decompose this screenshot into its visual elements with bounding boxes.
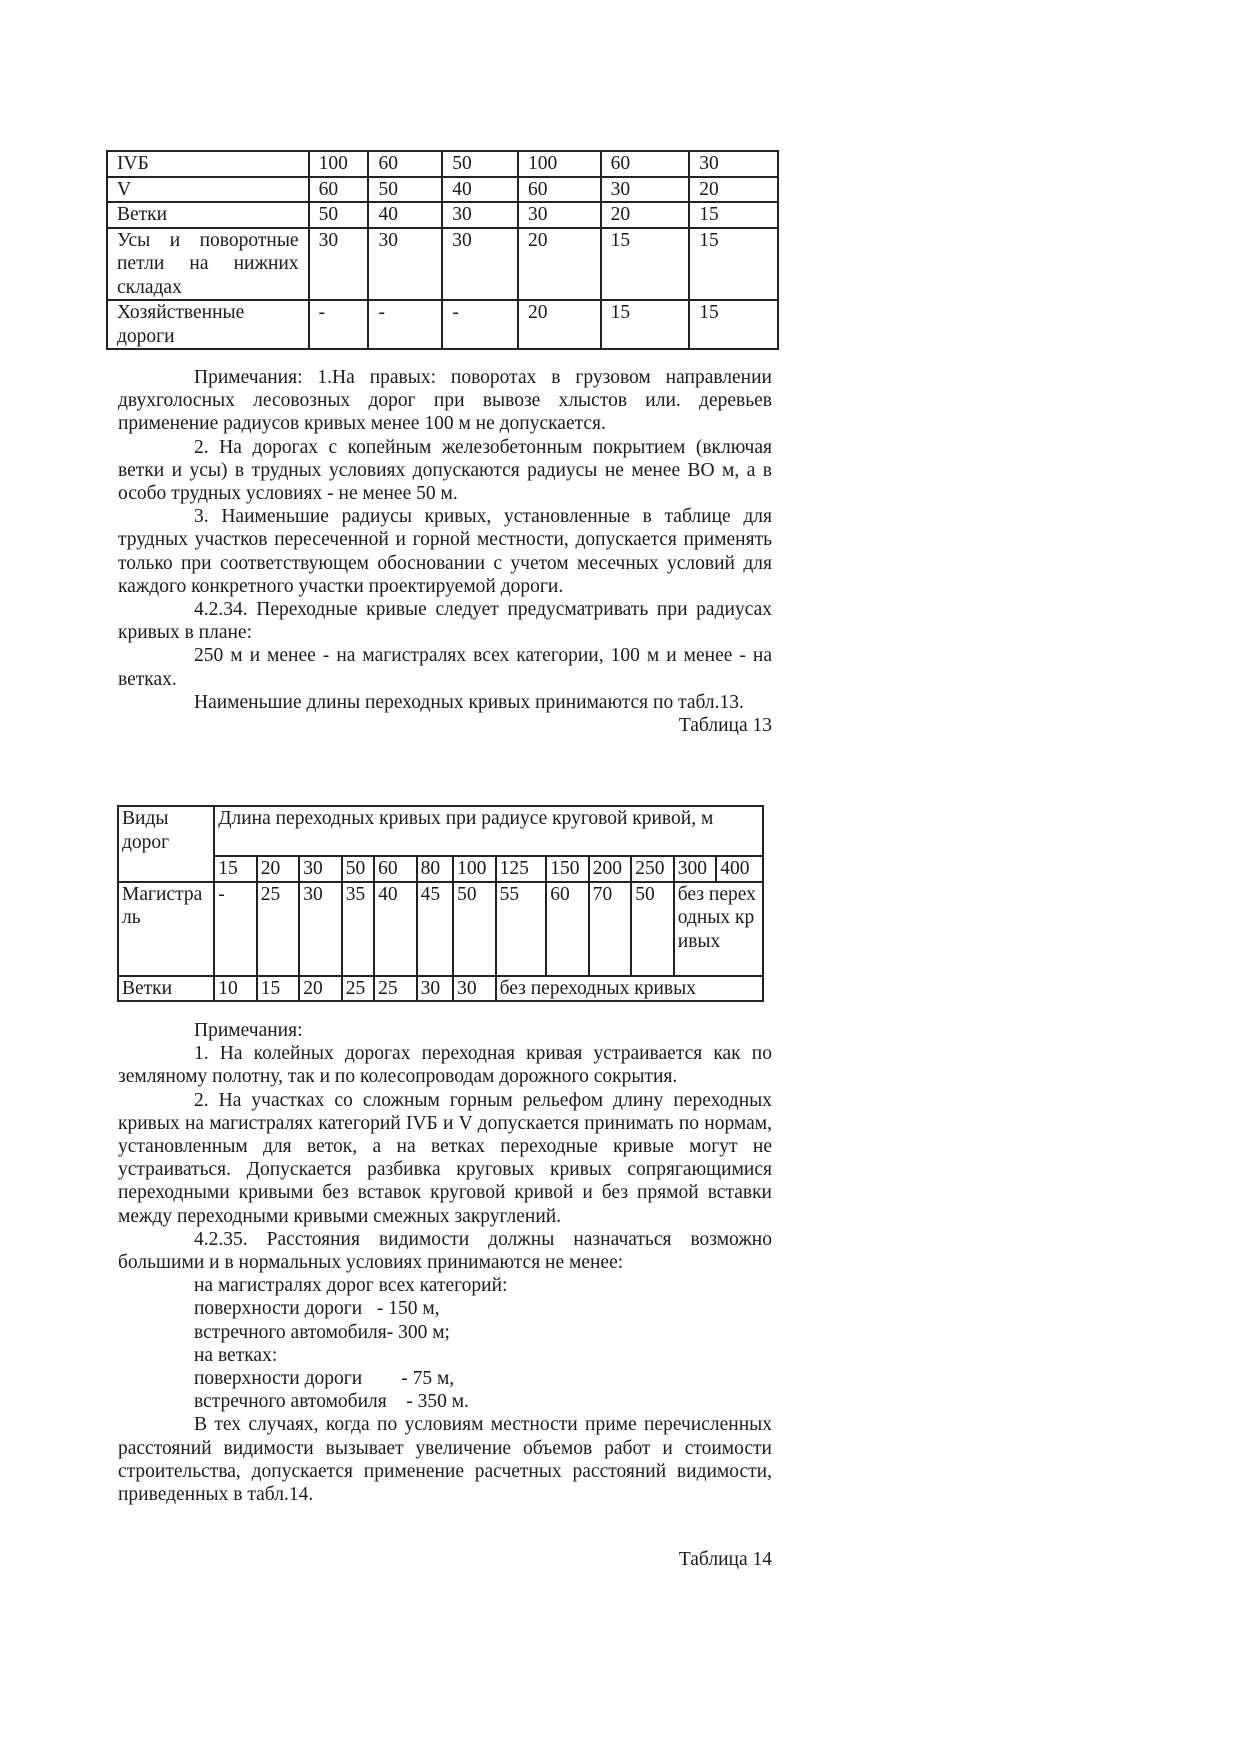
visibility-line: поверхности дороги - 150 м, bbox=[194, 1298, 440, 1320]
radius-cell: 250 bbox=[631, 856, 674, 882]
table-cell: 15 bbox=[257, 976, 300, 1002]
radius-cell: 300 bbox=[674, 856, 717, 882]
note-1: 1. На колейных дорогах переходная кривая устраивается как по земляному полотну, так и по колесопроводам дорожного сокрытия. bbox=[118, 1043, 772, 1088]
row-label: Ветки bbox=[107, 202, 309, 228]
table-cell: - bbox=[214, 882, 257, 976]
table-cell: 70 bbox=[589, 882, 632, 976]
table-cell: 60 bbox=[518, 177, 601, 203]
table-cell: 35 bbox=[342, 882, 374, 976]
table-cell: 60 bbox=[309, 177, 369, 203]
note-2: 2. На дорогах с копейным железобетонным покрытием (включая ветки и усы) в трудных условиях допускаются радиусы не менее ВО м, а в особо трудных условиях - не менее 50 м. bbox=[118, 436, 772, 505]
table-row bbox=[107, 202, 778, 228]
no-transition-cell: без переходных кривых bbox=[496, 976, 763, 1002]
table-cell: 40 bbox=[368, 202, 442, 228]
table-cell: 55 bbox=[496, 882, 547, 976]
table-cell: - bbox=[368, 300, 442, 349]
table-cell: 45 bbox=[417, 882, 453, 976]
table-row bbox=[107, 300, 778, 349]
table-cell: 20 bbox=[299, 976, 342, 1002]
column-header-length: Длина переходных кривых при радиусе круговой кривой, м bbox=[214, 806, 763, 856]
paragraph-cases: В тех случаях, когда по условиям местности приме перечисленных расстояний видимости вызывает увеличение объемов работ и стоимости строительства, допускается применение расчетных расстояний видимости, приведенных в табл.14. bbox=[118, 1414, 772, 1506]
radius-cell: 200 bbox=[589, 856, 632, 882]
table-cell: 50 bbox=[442, 151, 518, 177]
table-cell: 60 bbox=[601, 151, 690, 177]
radius-table-continuation bbox=[106, 150, 779, 350]
row-label: IVБ bbox=[107, 151, 309, 177]
table-cell: 30 bbox=[453, 976, 496, 1002]
visibility-line: на магистралях дорог всех категорий: bbox=[194, 1275, 508, 1297]
table-cell: 30 bbox=[368, 228, 442, 301]
visibility-line: поверхности дороги - 75 м, bbox=[194, 1368, 455, 1390]
column-header-road-type: Виды дорог bbox=[118, 806, 214, 882]
note-1: Примечания: 1.На правых: поворотах в грузовом направлении двухголосных лесовозных дорог при вывозе хлыстов или. деревьев применение радиусов кривых менее 100 м не допускается. bbox=[118, 367, 772, 435]
radius-cell: 15 bbox=[214, 856, 257, 882]
table-cell: 40 bbox=[442, 177, 518, 203]
table-cell: 30 bbox=[518, 202, 601, 228]
table-cell: 20 bbox=[518, 228, 601, 301]
table-cell: 25 bbox=[374, 976, 417, 1002]
table-cell: 25 bbox=[342, 976, 374, 1002]
table-cell: 30 bbox=[309, 228, 369, 301]
notes-block-1 bbox=[118, 366, 772, 737]
radius-cell: 150 bbox=[546, 856, 589, 882]
table-cell: 15 bbox=[689, 228, 778, 301]
radius-cell: 100 bbox=[453, 856, 496, 882]
table-14-caption: Таблица 14 bbox=[678, 1549, 772, 1570]
table-cell: - bbox=[309, 300, 369, 349]
table-13-caption: Таблица 13 bbox=[678, 715, 772, 737]
table-cell: 25 bbox=[257, 882, 300, 976]
radius-cell: 30 bbox=[299, 856, 342, 882]
visibility-line: на ветках: bbox=[194, 1344, 278, 1366]
paragraph-4-2-35: 4.2.35. Расстояния видимости должны назначаться возможно большими и в нормальных условиях принимаются не менее: bbox=[118, 1228, 772, 1274]
radius-cell: 400 bbox=[716, 856, 763, 882]
table-cell: 50 bbox=[453, 882, 496, 976]
table-cell: 20 bbox=[601, 202, 690, 228]
row-label: Хозяйственные дороги bbox=[107, 300, 309, 349]
table-cell: 30 bbox=[417, 976, 453, 1002]
visibility-line: встречного автомобиля - 350 м. bbox=[194, 1391, 469, 1413]
table-cell: 10 bbox=[214, 976, 257, 1002]
table-cell: 30 bbox=[299, 882, 342, 976]
visibility-line: встречного автомобиля- 300 м; bbox=[194, 1321, 450, 1343]
row-label-vetki: Ветки bbox=[118, 976, 214, 1002]
table-cell: - bbox=[442, 300, 518, 349]
table-cell: 15 bbox=[601, 228, 690, 301]
paragraph-4-2-34: 4.2.34. Переходные кривые следует предусматривать при радиусах кривых в плане: bbox=[118, 599, 772, 644]
radius-cell: 20 bbox=[257, 856, 300, 882]
table-cell: 15 bbox=[601, 300, 690, 349]
table-row bbox=[107, 228, 778, 301]
table-cell: 60 bbox=[368, 151, 442, 177]
paragraph-250m: 250 м и менее - на магистралях всех категории, 100 м и менее - на ветках. bbox=[118, 645, 772, 690]
table-13 bbox=[117, 805, 764, 1002]
notes-block-2 bbox=[118, 1019, 772, 1506]
radius-cell: 60 bbox=[374, 856, 417, 882]
table-cell: 20 bbox=[689, 177, 778, 203]
row-label: Усы и поворотные петли на нижних складах bbox=[107, 228, 309, 301]
table-cell: 15 bbox=[689, 202, 778, 228]
table-cell: 30 bbox=[689, 151, 778, 177]
table-cell: 30 bbox=[442, 228, 518, 301]
table-row bbox=[118, 976, 763, 1002]
table-cell: 50 bbox=[368, 177, 442, 203]
table-header-row bbox=[118, 806, 763, 856]
table-row bbox=[118, 882, 763, 976]
note-3: 3. Наименьшие радиусы кривых, установленные в таблице для трудных участков пересеченной и горной местности, допускается применять только при соответствующем обосновании с учетом месечных условий для каждого конкретного участки проектируемой дороги. bbox=[118, 506, 772, 597]
table-cell: 50 bbox=[309, 202, 369, 228]
radius-cell: 50 bbox=[342, 856, 374, 882]
table-cell: 60 bbox=[546, 882, 589, 976]
table-cell: 50 bbox=[631, 882, 674, 976]
table-cell: 40 bbox=[374, 882, 417, 976]
table-cell: 100 bbox=[309, 151, 369, 177]
no-transition-cell: без переходных кривых bbox=[674, 882, 763, 976]
table-row bbox=[107, 151, 778, 177]
table-cell: 30 bbox=[442, 202, 518, 228]
table-cell: 100 bbox=[518, 151, 601, 177]
table-row bbox=[107, 177, 778, 203]
note-2: 2. На участках со сложным горным рельефом длину переходных кривых на магистралях категорий IVБ и V допускается принимать по нормам, установленным для веток, а на ветках переходные кривые могут не устраиваться. Допускается разбивка круговых кривых сопрягающимися переходными кривыми без вставок круговой кривой и без прямой вставки между переходными кривыми смежных закруглений. bbox=[118, 1089, 772, 1227]
radius-cell: 125 bbox=[496, 856, 547, 882]
row-label: V bbox=[107, 177, 309, 203]
table-cell: 15 bbox=[689, 300, 778, 349]
notes-title: Примечания: bbox=[194, 1020, 303, 1041]
table-cell: 30 bbox=[601, 177, 690, 203]
paragraph-min-length: Наименьшие длины переходных кривых принимаются по табл.13. bbox=[194, 691, 744, 713]
radius-header-row bbox=[118, 856, 763, 882]
radius-cell: 80 bbox=[417, 856, 453, 882]
table-cell: 20 bbox=[518, 300, 601, 349]
row-label-magistral: Магистраль bbox=[118, 882, 214, 976]
